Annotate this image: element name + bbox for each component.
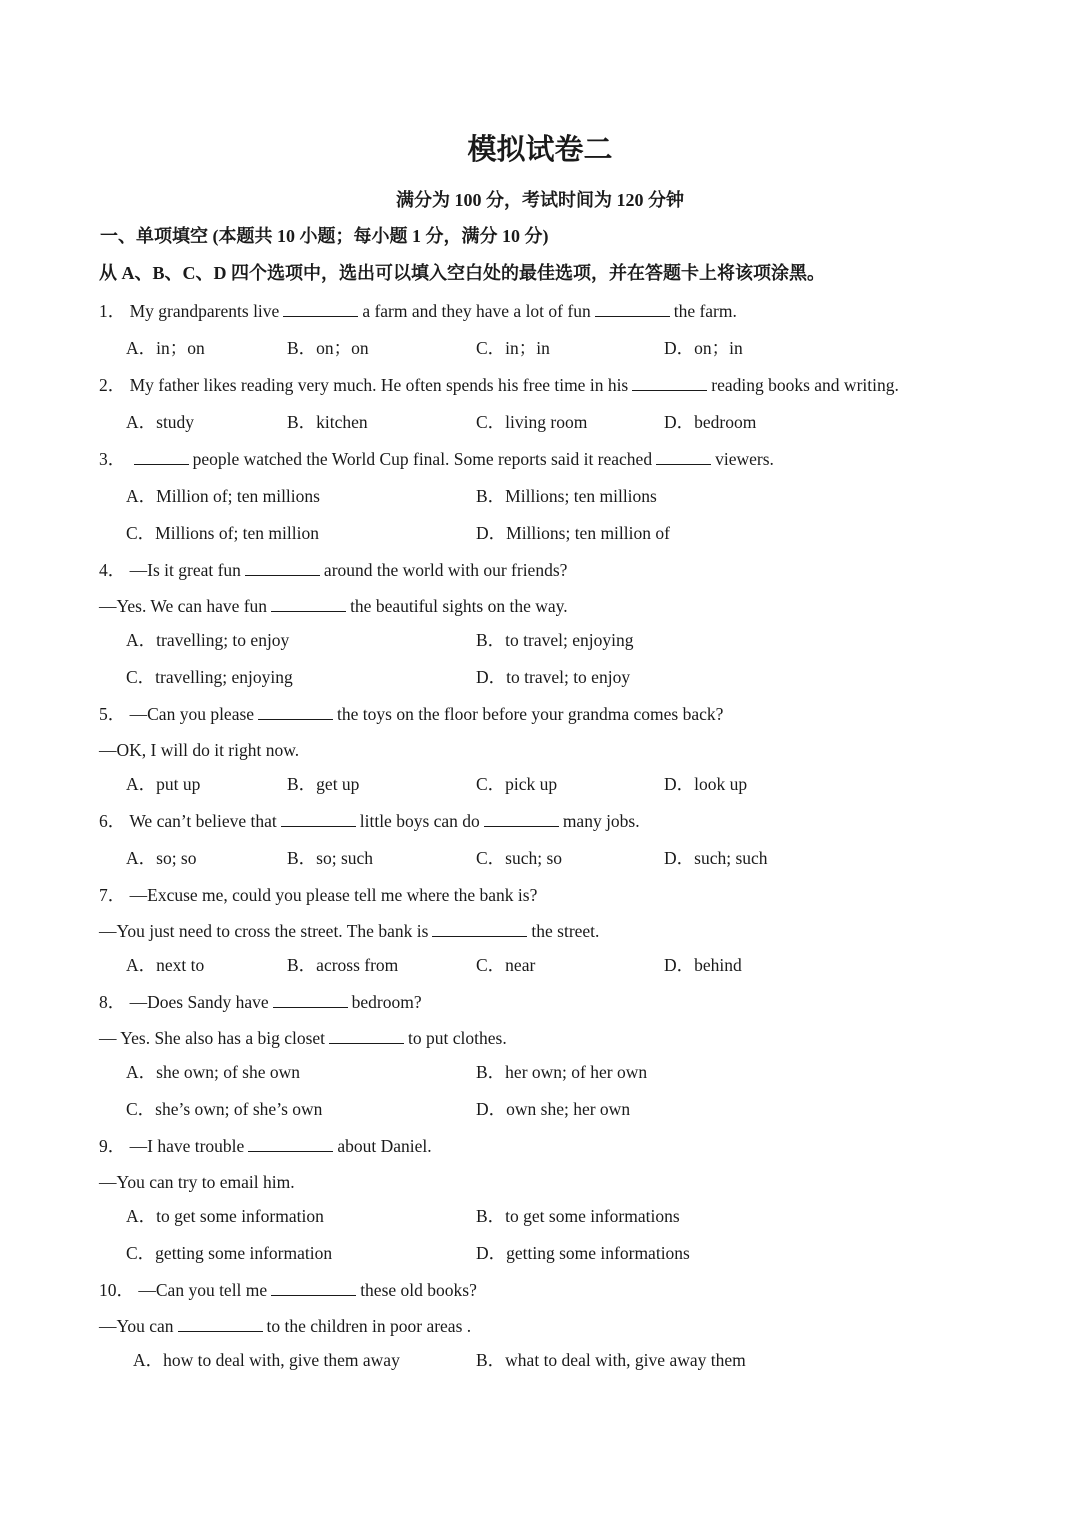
answer-blank xyxy=(271,1280,356,1296)
question-4-reply xyxy=(99,595,568,617)
question-text: —Excuse me, could you please tell me where the bank is? xyxy=(129,885,538,905)
option-c[interactable]: C．in；in xyxy=(476,338,550,358)
option-a[interactable]: A．in；on xyxy=(126,338,205,358)
option-b[interactable]: B．to travel; enjoying xyxy=(476,630,634,650)
question-text: —Yes. We can have fun xyxy=(99,596,268,616)
question-5 xyxy=(99,703,723,725)
question-text: people watched the World Cup final. Some reports said it reached xyxy=(192,449,653,469)
question-number: 10． xyxy=(99,1280,134,1300)
answer-blank xyxy=(258,704,333,720)
question-text: to put clothes. xyxy=(408,1028,507,1048)
option-d[interactable]: D．bedroom xyxy=(664,412,757,432)
question-text: little boys can do xyxy=(359,811,480,831)
answer-blank xyxy=(329,1028,404,1044)
option-c[interactable]: C．getting some information xyxy=(126,1243,333,1263)
question-number: 4． xyxy=(99,560,126,580)
question-number: 8． xyxy=(99,992,126,1012)
answer-blank xyxy=(656,449,711,465)
option-c[interactable]: C．pick up xyxy=(476,774,558,794)
answer-blank xyxy=(281,811,356,827)
option-c[interactable]: C．living room xyxy=(476,412,588,432)
option-d[interactable]: D．to travel; to enjoy xyxy=(476,667,631,687)
option-a[interactable]: A．travelling; to enjoy xyxy=(126,630,290,650)
option-b[interactable]: B．Millions; ten millions xyxy=(476,486,657,506)
question-text: —Can you please xyxy=(129,704,255,724)
answer-blank xyxy=(134,449,189,465)
option-c[interactable]: C．travelling; enjoying xyxy=(126,667,293,687)
option-b[interactable]: B．so; such xyxy=(287,848,374,868)
option-d[interactable]: D．Millions; ten million of xyxy=(476,523,670,543)
option-d[interactable]: D．on；in xyxy=(664,338,743,358)
answer-blank xyxy=(432,921,527,937)
answer-blank xyxy=(595,301,670,317)
question-text: reading books and writing. xyxy=(711,375,899,395)
option-b[interactable]: B．across from xyxy=(287,955,399,975)
question-10 xyxy=(99,1279,477,1301)
question-number: 5． xyxy=(99,704,126,724)
question-text: the beautiful sights on the way. xyxy=(350,596,568,616)
section-instruction: 从 A、B、C、D 四个选项中，选出可以填入空白处的最佳选项，并在答题卡上将该项涂黑。 xyxy=(99,263,825,283)
question-number: 6． xyxy=(99,811,126,831)
question-text: viewers. xyxy=(715,449,774,469)
question-9-reply: —You can try to email him. xyxy=(99,1172,295,1192)
question-text: — Yes. She also has a big closet xyxy=(99,1028,326,1048)
answer-blank xyxy=(273,992,348,1008)
option-d[interactable]: D．getting some informations xyxy=(476,1243,690,1263)
option-a[interactable]: A．next to xyxy=(126,955,205,975)
answer-blank xyxy=(248,1136,333,1152)
option-b[interactable]: B．her own; of her own xyxy=(476,1062,648,1082)
question-9 xyxy=(99,1135,432,1157)
answer-blank xyxy=(245,560,320,576)
question-text: —You just need to cross the street. The bank is xyxy=(99,921,429,941)
option-a[interactable]: A．so; so xyxy=(126,848,197,868)
question-text: the toys on the floor before your grandma comes back? xyxy=(337,704,724,724)
question-text: —I have trouble xyxy=(129,1136,245,1156)
question-8 xyxy=(99,991,422,1013)
answer-blank xyxy=(178,1316,263,1332)
question-text: We can’t believe that xyxy=(129,811,277,831)
option-b[interactable]: B．what to deal with, give away them xyxy=(476,1350,746,1370)
question-text: a farm and they have a lot of fun xyxy=(362,301,591,321)
question-text: the street. xyxy=(531,921,600,941)
option-b[interactable]: B．to get some informations xyxy=(476,1206,680,1226)
option-b[interactable]: B．get up xyxy=(287,774,360,794)
question-5-reply: —OK, I will do it right now. xyxy=(99,740,300,760)
question-4 xyxy=(99,559,567,581)
question-6 xyxy=(99,810,640,832)
question-number: 2． xyxy=(99,375,126,395)
question-text: My father likes reading very much. He often spends his free time in his xyxy=(129,375,629,395)
question-text: —Does Sandy have xyxy=(129,992,269,1012)
question-text: —Is it great fun xyxy=(129,560,241,580)
question-text: —Can you tell me xyxy=(138,1280,268,1300)
question-text: around the world with our friends? xyxy=(323,560,568,580)
option-d[interactable]: D．own she; her own xyxy=(476,1099,631,1119)
question-text: to the children in poor areas . xyxy=(266,1316,472,1336)
answer-blank xyxy=(283,301,358,317)
option-a[interactable]: A．Million of; ten millions xyxy=(126,486,320,506)
answer-blank xyxy=(632,375,707,391)
answer-blank xyxy=(271,596,346,612)
question-text: —You can xyxy=(99,1316,174,1336)
question-text: many jobs. xyxy=(562,811,640,831)
option-a[interactable]: A．put up xyxy=(126,774,201,794)
option-c[interactable]: C．such; so xyxy=(476,848,563,868)
question-number: 9． xyxy=(99,1136,126,1156)
option-a[interactable]: A．to get some information xyxy=(126,1206,324,1226)
option-a[interactable]: A．she own; of she own xyxy=(126,1062,301,1082)
option-d[interactable]: D．look up xyxy=(664,774,748,794)
question-10-reply xyxy=(99,1315,471,1337)
question-7-reply xyxy=(99,920,599,942)
option-c[interactable]: C．near xyxy=(476,955,536,975)
option-c[interactable]: C．she’s own; of she’s own xyxy=(126,1099,323,1119)
question-3 xyxy=(99,448,774,470)
page-title: 模拟试卷二 xyxy=(467,134,613,166)
question-number: 7． xyxy=(99,885,126,905)
option-d[interactable]: D．behind xyxy=(664,955,742,975)
question-8-reply xyxy=(99,1027,507,1049)
question-number: 1． xyxy=(99,301,126,321)
section-heading: 一、单项填空 (本题共 10 小题；每小题 1 分，满分 10 分) xyxy=(100,226,549,246)
exam-info: 满分为 100 分，考试时间为 120 分钟 xyxy=(396,190,684,210)
option-b[interactable]: B．on；on xyxy=(287,338,369,358)
option-c[interactable]: C．Millions of; ten million xyxy=(126,523,319,543)
question-text: about Daniel. xyxy=(337,1136,432,1156)
question-number: 3． xyxy=(99,449,126,469)
option-a[interactable]: A．study xyxy=(126,412,195,432)
question-text: these old books? xyxy=(360,1280,477,1300)
question-1 xyxy=(99,300,737,322)
question-7 xyxy=(99,884,537,906)
answer-blank xyxy=(484,811,559,827)
question-2 xyxy=(99,374,899,396)
option-a[interactable]: A．how to deal with, give them away xyxy=(133,1350,400,1370)
option-b[interactable]: B．kitchen xyxy=(287,412,368,432)
question-text: bedroom? xyxy=(351,992,422,1012)
question-text: My grandparents live xyxy=(129,301,280,321)
question-text: the farm. xyxy=(673,301,737,321)
option-d[interactable]: D．such; such xyxy=(664,848,768,868)
